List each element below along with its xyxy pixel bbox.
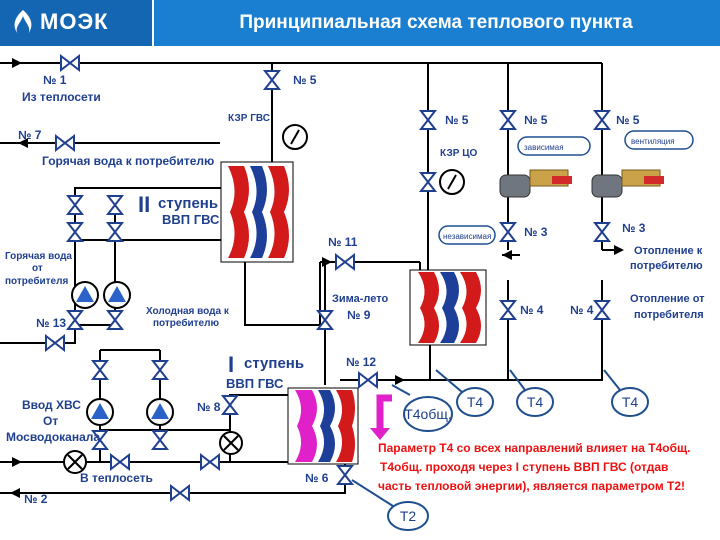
valve-pump2-top — [108, 223, 122, 241]
note — [378, 441, 690, 493]
pump-cold-1 — [87, 399, 113, 425]
label-hvs-3: Мосводоканала — [6, 430, 101, 444]
label-no4-a: № 4 — [520, 303, 544, 317]
valve-no6 — [338, 466, 352, 484]
callout-t2: Т2 — [399, 508, 417, 524]
hx-stage1 — [288, 388, 358, 464]
label-to-network: В теплосеть — [80, 471, 153, 485]
valve-no5-vent — [595, 111, 609, 129]
hx-stage2 — [221, 162, 293, 262]
valve-no7 — [56, 136, 74, 150]
label-dependent: зависимая — [524, 143, 564, 152]
label-no13: № 13 — [36, 316, 67, 330]
label-no12: № 12 — [346, 355, 377, 369]
label-no6: № 6 — [305, 471, 329, 485]
valve-cw-2-top — [153, 361, 167, 379]
valve-no8 — [201, 455, 219, 469]
valve-no1 — [61, 56, 79, 70]
label-no5-co: № 5 — [445, 113, 469, 127]
note-line2: Т4общ. проходя через I ступень ВВП ГВС (отдав — [380, 460, 669, 474]
valve-no11 — [336, 255, 354, 269]
pump-circulation-1 — [72, 282, 98, 308]
label-ventilation: вентиляция — [631, 137, 675, 146]
label-no4-b: № 4 — [570, 303, 594, 317]
label-no2: № 2 — [24, 492, 48, 506]
pump-circulation-2 — [104, 282, 130, 308]
label-no11: № 11 — [328, 235, 358, 249]
label-kzr-gvs: КЗР ГВС — [228, 113, 270, 124]
valve-no5-dep — [501, 111, 515, 129]
valve-cw-1-top — [93, 361, 107, 379]
label-hvs-1: Ввод ХВС — [22, 398, 81, 412]
label-heating-from-1: Отопление от — [630, 293, 705, 305]
label-cold-1: Холодная вода к — [146, 306, 229, 317]
valve-no13 — [46, 336, 64, 350]
logo-text: МОЭК — [40, 9, 109, 34]
label-hot-from-3: потребителя — [5, 276, 69, 287]
valve-no4-b — [595, 301, 609, 319]
callout-t4-a: Т4 — [466, 394, 484, 410]
label-summer-1: Зима-лето — [332, 293, 389, 305]
valve-pump1-top — [68, 223, 82, 241]
label-stage1-word: ступень — [244, 355, 305, 372]
label-from-network: Из теплосети — [22, 90, 101, 104]
valve-no5-co — [421, 111, 435, 129]
t4-flow-arrow — [380, 398, 392, 430]
valve-cw-2-bot — [153, 431, 167, 449]
label-heating-to-1: Отопление к — [634, 245, 703, 257]
valve-kzr-co — [421, 173, 435, 191]
label-hot-from-1: Горячая вода — [5, 251, 72, 262]
valve-no12 — [359, 373, 377, 387]
page-title: Принципиальная схема теплового пункта — [239, 12, 633, 33]
valve-no3-b — [595, 223, 609, 241]
label-no3-b: № 3 — [622, 221, 646, 235]
label-hot-to: Горячая вода к потребителю — [42, 154, 215, 168]
callout-texts — [400, 394, 639, 524]
valve-no3-a — [501, 223, 515, 241]
kzr-gvs-regulator — [283, 125, 307, 149]
label-no5-gvs: № 5 — [293, 73, 317, 87]
callout-t4-total: Т4общ. — [404, 406, 452, 422]
valve-no5-gvs — [265, 71, 279, 89]
label-heating-from-2: потребителя — [634, 309, 704, 321]
label-stage1-num: I — [228, 352, 235, 377]
valve-no2 — [171, 486, 189, 500]
label-independent: независимая — [443, 232, 492, 241]
label-stage2-word: ступень — [158, 195, 219, 212]
control-valve-dependent — [500, 170, 572, 197]
label-summer-2: № 9 — [347, 308, 371, 322]
valve-no4-a — [501, 301, 515, 319]
note-line1: Параметр Т4 со всех направлений влияет на Т4общ. — [378, 441, 691, 455]
label-stage1-sub: ВВП ГВС — [226, 376, 284, 391]
label-stage2-sub: ВВП ГВС — [162, 212, 220, 227]
label-no5-dep: № 5 — [524, 113, 548, 127]
valve-recirc-2 — [108, 196, 122, 214]
callout-t4-b: Т4 — [526, 394, 544, 410]
label-stage2-num: II — [138, 192, 151, 217]
label-no1: № 1 — [43, 73, 67, 87]
label-heating-to-2: потребителю — [630, 260, 703, 272]
note-line3: часть тепловой энергии), является параметром Т2! — [378, 479, 686, 493]
label-hvs-2: От — [43, 414, 59, 428]
label-kzr-co: КЗР ЦО — [440, 148, 478, 159]
label-no7: № 7 — [18, 128, 42, 142]
kzr-co-regulator — [440, 170, 464, 194]
valve-pump1-bot — [68, 311, 82, 329]
hx-co — [410, 270, 486, 345]
callout-t4-c: Т4 — [621, 394, 639, 410]
valve-no8-top — [223, 396, 237, 414]
label-no5-vent: № 5 — [616, 113, 640, 127]
label-cold-2: потребителю — [153, 318, 220, 329]
label-no3-a: № 3 — [524, 225, 548, 239]
valve-pump2-bot — [108, 311, 122, 329]
valve-cw-out — [111, 455, 129, 469]
valve-recirc-1 — [68, 196, 82, 214]
label-hot-from-2: от — [32, 263, 43, 274]
label-no8: № 8 — [197, 400, 221, 414]
pump-cold-2 — [147, 399, 173, 425]
